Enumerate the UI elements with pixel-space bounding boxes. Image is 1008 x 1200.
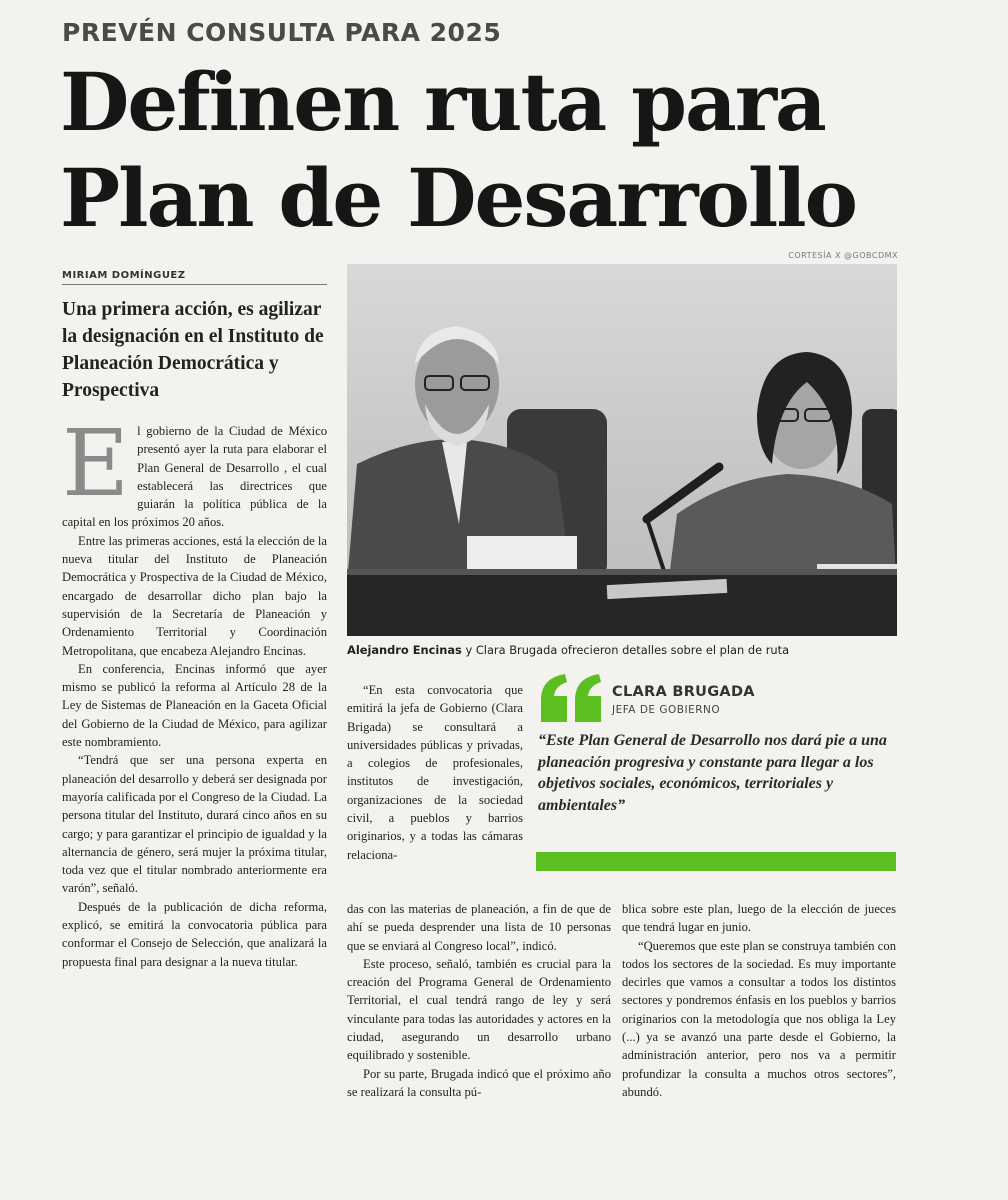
paragraph-2: Entre las primeras acciones, está la elección de la nueva titular del Instituto de Planeación Democrática y Prospectiva de la Ciudad de México, encargado de desarrollar dicho plan bajo la supervisión de la Secretaría de Planeación y Ordenamiento Territorial y Coordinación Metropolitana, que encabeza Alejandro Encinas. (62, 533, 327, 658)
byline: MIRIAM DOMÍNGUEZ (62, 270, 186, 281)
paragraph-3: En conferencia, Encinas informó que ayer mismo se publicó la reforma al Artículo 28 de la Ley de Sistemas de Planeación en la Gaceta Oficial del Gobierno de la Ciudad de México, para agilizar este nombramiento. (62, 661, 327, 750)
paragraph-6b: das con las materias de planeación, a fin de que de ahí se pueda desprender una lista de 10 personas que se enviará al Congreso local”, indicó. (347, 902, 611, 953)
paragraph-8a: Por su parte, Brugada indicó que el próximo año se realizará la consulta pú- (347, 1066, 611, 1099)
dropcap: E (62, 410, 130, 517)
paragraph-8b: blica sobre este plan, luego de la elección de jueces que tendrá lugar en junio. (622, 902, 896, 935)
pullquote-text: “Este Plan General de Desarrollo nos dará pie a una planeación progresiva y constante para llegar a los objetivos sociales, económicos, territoriales y ambientales” (538, 732, 887, 814)
kicker: PREVÉN CONSULTA PARA 2025 (62, 18, 502, 47)
photo-credit: CORTESÍA X @GOBCDMX (788, 251, 898, 260)
headline (60, 54, 960, 246)
photo-illustration (347, 264, 897, 636)
article-column-3 (622, 900, 896, 1101)
headline-line-1: Definen ruta para (60, 55, 825, 149)
pullquote-accent-bar (536, 852, 896, 871)
paragraph-5: Después de la publicación de dicha reforma, explicó, se emitirá la convocatoria pública para conformar el Consejo de Selección, que analizará la propuesta final para designar a la nueva titular. (62, 899, 327, 969)
pullquote-name: CLARA BRUGADA (612, 684, 755, 700)
paragraph-4: “Tendrá que ser una persona experta en planeación del desarrollo y deberá ser designada por mayoría calificada por el Congreso de la Ciudad. La persona titular del Instituto, durará cinco años en su cargo; y para garantizar el principio de igualdad y la alternancia de género, será mujer la próxima titular, toda vez que el titular nombrado anteriormente era varón”, señaló. (62, 753, 327, 896)
caption-bold-name: Alejandro Encinas (347, 643, 462, 657)
paragraph-7: Este proceso, señaló, también es crucial para la creación del Programa General de Ordenamiento Territorial, el cual tendrá rango de ley y será vinculante para todas las autoridades y actores en la ciudad, asegurando un desarrollo urbano equilibrado y sostenible. (347, 956, 611, 1063)
caption-text: y Clara Brugada ofrecieron detalles sobre el plan de ruta (461, 643, 790, 657)
quote-marks-icon (537, 672, 607, 724)
byline-divider (62, 284, 327, 285)
photo-caption (347, 643, 789, 657)
article-photo (347, 264, 897, 636)
article-column-2a (347, 681, 523, 864)
deck-subheadline: Una primera acción, es agilizar la designación en el Instituto de Planeación Democrática y Prospectiva (62, 299, 324, 401)
article-column-2b (347, 900, 611, 1101)
headline-line-2: Plan de Desarrollo (60, 151, 857, 245)
article-column-1 (62, 410, 327, 971)
paragraph-6a: “En esta convocatoria que emitirá la jefa de Gobierno (Clara Brigada) se consultará a universidades públicas y privadas, a colegios de profesionales, institutos de investigación, organizaciones de la sociedad civil, a pueblos y barrios originarios, y a todas las cámaras relaciona- (347, 683, 523, 862)
paragraph-1: l gobierno de la Ciudad de México presentó ayer la ruta para elaborar el Plan General de Desarrollo , el cual establecerá las directrices que guiarán la política pública de la capital en los próximos 20 años. (62, 424, 327, 530)
paragraph-9: “Queremos que este plan se construya también con todos los sectores de la sociedad. Es muy importante decirles que vamos a consultar a todos los distintos sectores y pondremos énfasis en los pueblos y barrios originarios con la metodología que nos obliga la Ley (...) ya se avanzó una parte desde el Gobierno, la administración anterior, pero nos va a permitir profundizar la consulta a muchos otros sectores”, abundó. (622, 938, 896, 1099)
pullquote-role: JEFA DE GOBIERNO (612, 704, 721, 716)
